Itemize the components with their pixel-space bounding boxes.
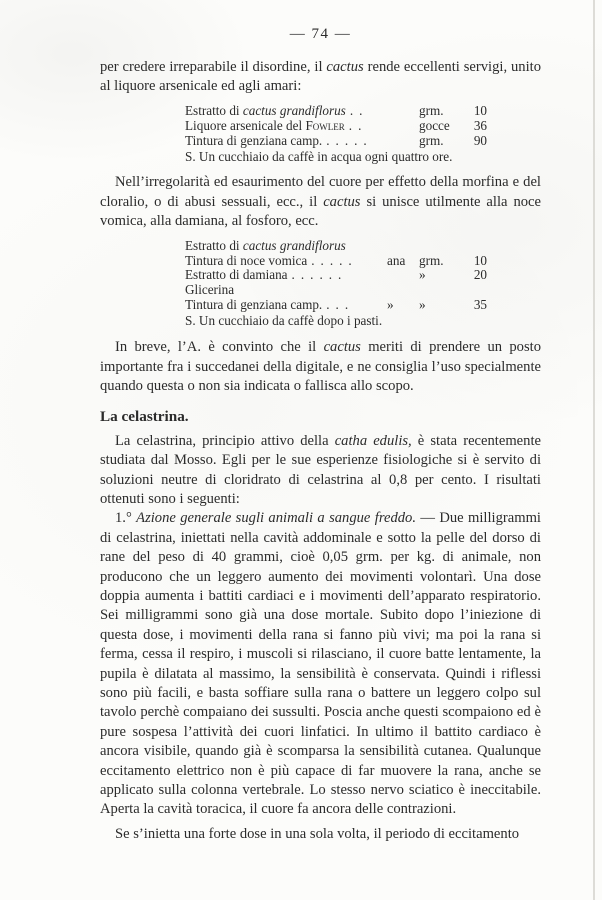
ingredient-quantity: 35 — [473, 297, 487, 313]
text-run-italic: catha edulis, — [334, 432, 412, 449]
text-run-italic: cactus grandiflorus — [242, 103, 346, 118]
ingredient-name — [185, 134, 419, 149]
paragraph-cactus-intro — [100, 58, 541, 97]
text-run: — Due milligrammi di celastrina, iniettati nella cavità addominale e sotto la pelle del dorso di rane del peso di 40 grammi, cioè 0,05 grm. per kg. di animale, non producono che un leggero aumento dei movimenti volontarì. Una dose doppia aumenta i battiti cardiaci e i movimenti dell’apparato respiratorio. Sei milligrammi sono già una dose mortale. Subito dopo l’iniezione di questa dose, i movimenti della rana si fanno più vivi; ma poi la rana si ferma, cessa il respiro, i muscoli si rilasciano, il cuore batte lentamente, la pupila è dilatata al massimo, la sensibilità è conservata. Quindi i riflessi sono più facili, e basta soffiare sulla rana o battere un leggero colpo sul tavolo perchè compaiano dei sussulti. Poscia anche questi scompaiono ed è pure sospesa l’attività dei cuori linfatici. In ultimo il battito cardiaco è ancora visibile, quando già è scomparsa la sensibilità cutanea. Qualunque eccitamento elettrico non è più capace di far muovere la rana, anche se applicato sulla colonna vertebrale. Lo stesso nervo sciatico è ineccitabile. Aperta la cavità toracica, il cuore fa ancora delle contrazioni. — [100, 510, 541, 818]
ingredient-quantity: 10 — [473, 102, 487, 118]
ingredient-quantity: 20 — [473, 267, 487, 283]
recipe-signature: S. Un cucchiaio da caffè in acqua ogni quattro ore. — [185, 148, 453, 164]
text-run: Nell’irregolarità ed esaurimento del cuore per effetto della morfina e del cloralio, o di abusi sessuali, ecc., il — [100, 174, 541, 210]
recipe-signature: S. Un cucchiaio da caffè dopo i pasti. — [185, 313, 383, 329]
text-run: Tintura di genziana camp. — [185, 133, 323, 148]
text-run: meriti di prendere un posto importante fra i succedanei della digitale, e ne consiglia l’uso specialmente quando questa o non sia indicata o fallisca allo scopo. — [100, 339, 541, 394]
text-run: 1.° — [115, 510, 137, 527]
paragraph-cuore-morfina — [100, 173, 541, 231]
ingredient-unit: » — [419, 297, 426, 313]
recipe-row — [185, 254, 487, 269]
text-run: Tintura di noce vomica — [185, 253, 308, 268]
text-run: Tintura di genziana camp. — [185, 298, 323, 313]
paragraph-forte-dose: Se s’inietta una forte dose in una sola volta, il periodo di eccitamento — [115, 825, 520, 842]
text-run: Glicerina — [185, 283, 235, 298]
text-run: Estratto di — [185, 103, 243, 118]
dot-leader: .. — [349, 103, 369, 118]
ingredient-name — [185, 298, 387, 313]
text-block — [100, 58, 541, 844]
text-run: si unisce utilmente alla noce vomica, alla damiana, al fosforo, ecc. — [100, 193, 541, 230]
dot-leader: ... — [326, 298, 355, 313]
ingredient-quantity: 90 — [473, 132, 487, 148]
text-run-italic: cactus — [323, 339, 361, 356]
scan-edge-line — [593, 0, 595, 900]
text-run: In breve, l’A. è convinto che il — [115, 339, 324, 356]
ingredient-unit: gocce — [419, 117, 450, 133]
recipe-row — [185, 283, 487, 298]
ingredient-unit: » — [387, 297, 394, 313]
dot-leader: .. — [348, 118, 368, 133]
text-run-smallcaps: Fowler — [305, 118, 345, 133]
ingredient-name — [185, 268, 387, 283]
paragraph-in-breve — [100, 338, 541, 396]
recipe-row — [185, 239, 487, 254]
text-run-italic: Azione generale sugli animali a sangue freddo. — [136, 510, 416, 527]
text-run: è stata recentemente studiata dal Mosso. Egli per le sue esperienze fisiologiche si è servito di soluzioni neutre di cloridrato di celastrina al 0,8 per cento. I risultati ottenuti sono i seguenti: — [100, 432, 541, 507]
paragraph-celastrina-intro — [100, 432, 541, 510]
dot-leader: ...... — [291, 268, 348, 283]
recipe-row — [185, 104, 487, 119]
dot-leader: ..... — [326, 133, 373, 148]
text-run: Estratto di — [185, 238, 243, 253]
ingredient-quantity: 36 — [473, 117, 487, 133]
recipe-row — [185, 268, 487, 283]
ingredient-quantity: 10 — [473, 252, 487, 268]
text-run-italic: cactus grandiflorus — [242, 238, 346, 253]
recipe-block-2 — [185, 239, 487, 329]
text-run: La celastrina, principio attivo della — [115, 432, 335, 449]
paragraph-azione-generale — [100, 509, 541, 820]
ingredient-unit: grm. — [419, 102, 444, 118]
recipe-row — [185, 119, 487, 134]
recipe-block-1 — [185, 104, 487, 165]
text-run: per credere irreparabile il disordine, il — [100, 59, 327, 75]
recipe-row — [185, 298, 487, 313]
text-run: Estratto di damiana — [185, 268, 288, 283]
page-number: — 74 — — [289, 26, 352, 42]
text-run-italic: cactus — [323, 193, 361, 210]
ingredient-name — [185, 283, 487, 298]
ingredient-name — [185, 119, 419, 134]
section-heading-la-celastrina: La celastrina. — [100, 408, 189, 426]
ingredient-unit: grm. — [419, 252, 444, 268]
ingredient-name — [185, 104, 419, 119]
ingredient-name — [185, 254, 387, 269]
text-run: Liquore arsenicale del — [185, 118, 306, 133]
text-run-italic: cactus — [326, 59, 364, 75]
ingredient-name — [185, 239, 487, 254]
recipe-row — [185, 134, 487, 149]
text-run: rende eccellenti servigi, unito al liquore arsenicale ed agli amari: — [100, 59, 541, 95]
dot-leader: ..... — [311, 253, 358, 268]
ingredient-unit: » — [419, 267, 426, 283]
ingredient-unit: ana — [387, 252, 406, 268]
ingredient-unit: grm. — [419, 132, 444, 148]
